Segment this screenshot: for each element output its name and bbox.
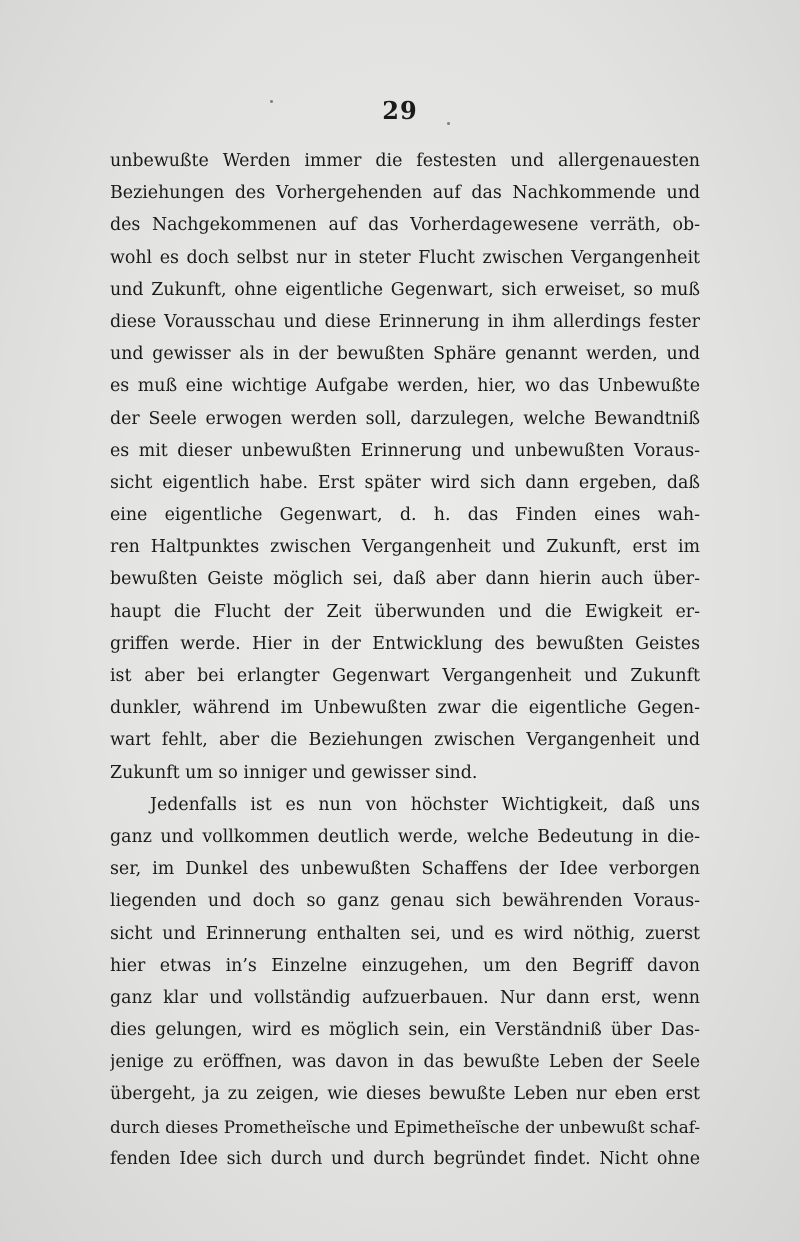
text-line: eine eigentliche Gegenwart, d. h. das Finden eines wah-	[110, 505, 700, 526]
text-line: Beziehungen des Vorhergehenden auf das Nachkommende und	[110, 183, 700, 204]
text-line: dunkler, während im Unbewußten zwar die eigentliche Gegen-	[110, 698, 700, 719]
page-number: 29	[382, 96, 418, 125]
text-line: bewußten Geiste möglich sei, daß aber dann hierin auch über-	[110, 569, 700, 590]
text-line: haupt die Flucht der Zeit überwunden und die Ewigkeit er-	[110, 601, 700, 622]
text-line: fenden Idee sich durch und durch begründet findet. Nicht ohne	[110, 1148, 700, 1169]
text-line: ganz klar und vollständig aufzuerbauen. Nur dann erst, wenn	[110, 987, 700, 1008]
text-line: durch dieses Prometheïsche und Epimetheïsche der unbewußt schaf-	[110, 1116, 700, 1137]
text-line: wohl es doch selbst nur in steter Flucht zwischen Vergangenheit	[110, 247, 700, 268]
text-line: hier etwas in’s Einzelne einzugehen, um den Begriff davon	[110, 955, 700, 976]
text-line: es muß eine wichtige Aufgabe werden, hier, wo das Unbewußte	[110, 376, 700, 397]
text-line: unbewußte Werden immer die festesten und allergenauesten	[110, 151, 700, 171]
text-line: jenige zu eröffnen, was davon in das bewußte Leben der Seele	[110, 1052, 700, 1073]
text-line: der Seele erwogen werden soll, darzulegen, welche Bewandtniß	[110, 408, 700, 429]
text-line: dies gelungen, wird es möglich sein, ein Verständniß über Das-	[110, 1020, 700, 1041]
text-line: des Nachgekommenen auf das Vorherdagewesene verräth, ob-	[110, 215, 700, 236]
text-line: diese Vorausschau und diese Erinnerung in ihm allerdings fester	[110, 311, 700, 332]
text-line: ganz und vollkommen deutlich werde, welche Bedeutung in die-	[110, 826, 700, 847]
text-line: Jedenfalls ist es nun von höchster Wichtigkeit, daß uns	[150, 794, 700, 815]
text-line: Zukunft um so inniger und gewisser sind.	[110, 762, 478, 783]
text-line: es mit dieser unbewußten Erinnerung und unbewußten Voraus-	[110, 440, 700, 461]
text-line: ist aber bei erlangter Gegenwart Vergangenheit und Zukunft	[110, 666, 700, 686]
text-line: und gewisser als in der bewußten Sphäre genannt werden, und	[110, 344, 700, 365]
text-line: übergeht, ja zu zeigen, wie dieses bewußte Leben nur eben erst	[110, 1084, 700, 1105]
text-line: ren Haltpunktes zwischen Vergangenheit und Zukunft, erst im	[110, 537, 700, 558]
text-line: sicht und Erinnerung enthalten sei, und es wird nöthig, zuerst	[110, 923, 700, 944]
text-line: ser, im Dunkel des unbewußten Schaffens der Idee verborgen	[110, 859, 700, 880]
body-text	[110, 145, 700, 1175]
text-line: und Zukunft, ohne eigentliche Gegenwart, sich erweiset, so muß	[110, 279, 700, 300]
text-line: liegenden und doch so ganz genau sich bewährenden Voraus-	[110, 891, 700, 912]
text-line: griffen werde. Hier in der Entwicklung des bewußten Geistes	[110, 633, 700, 654]
text-line: sicht eigentlich habe. Erst später wird sich dann ergeben, daß	[110, 472, 700, 493]
text-line: wart fehlt, aber die Beziehungen zwischen Vergangenheit und	[110, 730, 700, 751]
